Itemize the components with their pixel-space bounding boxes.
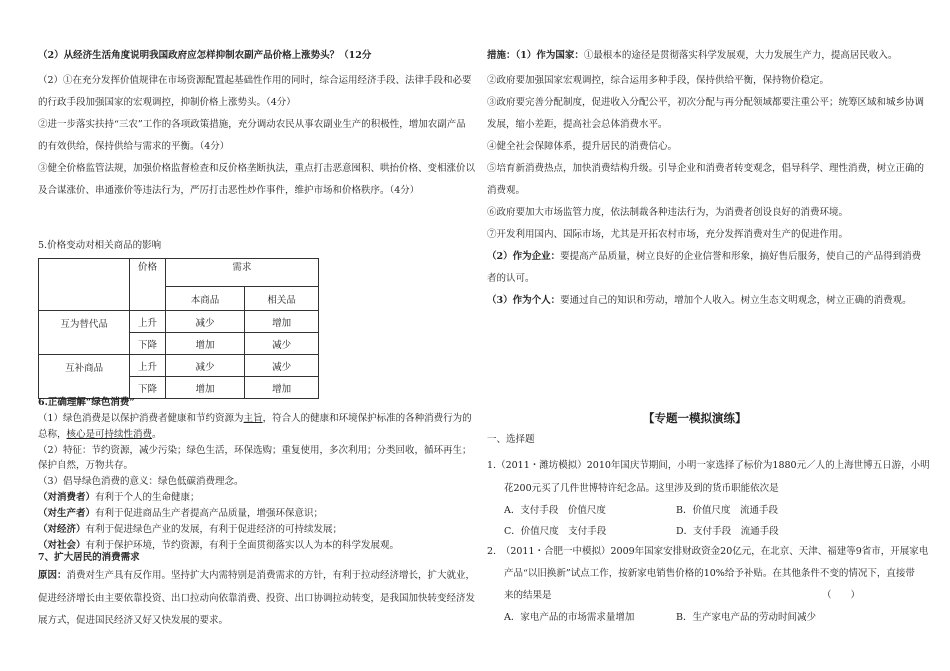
measures-enterprise: （2）作为企业：要提高产品质量，树立良好的企业信誉和形象，搞好售后服务，使自己的产品得到消费 [487,251,922,262]
complement-label: 互补商品 [39,355,130,399]
question-2-title: （2）从经济生活角度说明我国政府应怎样抑制农副产品价格上涨势头？（12分 [38,50,372,61]
answer-paren: （ ） [822,590,861,601]
price-rise-cell: 上升 [130,311,165,333]
own-goods-header: 本商品 [165,287,245,311]
section-5-title: 5.价格变动对相关商品的影响 [38,240,162,251]
answer-line: ③健全价格监管法规，加强价格监督检查和反价格垄断执法，重点打击恶意囤积、哄抬价格、变相涨价以 [38,163,476,174]
for-consumers: （对消费者）有利于个人的生命健康； [38,492,200,503]
answer-line: 及合谋涨价、串通涨价等违法行为，严厉打击恶性炒作事件，维护市场和价格秩序。（4分） [38,185,420,196]
section-7-title: 7、扩大居民的消费需求 [38,552,140,563]
table-cell: 增加 [165,377,245,399]
green-features-2: 保护自然，万物共存。 [38,460,134,471]
table-cell: 减少 [165,311,245,333]
choice-section-title: 一、选择题 [487,434,535,445]
answer-line: 的有效供给，保持供给与需求的平衡。（4分） [38,141,230,152]
substitute-label: 互为替代品 [39,311,130,355]
demand-header: 需求 [165,259,318,287]
question-1-stem-2: 花200元买了几件世博特许纪念品。这里涉及到的货币职能依次是 [504,483,779,494]
price-fall-cell: 下降 [130,333,165,355]
reason-line-3: 展方式，促进国民经济又好又快发展的要求。 [38,615,229,626]
question-2-stem-3: 来的结果是 [504,590,552,601]
related-goods-header: 相关品 [245,287,319,311]
answer-line: 的行政手段加强国家的宏观调控，抑制价格上涨势头。（4分） [38,97,296,108]
table-cell: 增加 [245,311,319,333]
table-corner-cell [39,259,130,311]
option-a: A．支付手段 价值尺度 [504,505,606,516]
answer-line: （2）①在充分发挥价值规律在市场资源配置起基础性作用的同时，综合运用经济手段、法律手段和必要 [38,75,472,86]
price-header-blank [130,287,165,311]
price-fall-cell: 下降 [130,377,165,399]
option-b: B．生产家电产品的劳动时间减少 [676,612,816,623]
measures-line: 消费观。 [487,185,526,196]
green-features-1: （2）特征：节约资源，减少污染；绿色生活，环保选购；重复使用，多次利用；分类回收，循环再生； [38,445,472,456]
table-cell: 减少 [245,355,319,377]
table-cell: 增加 [165,333,245,355]
for-economy: （对经济）有利于促进绿色产业的发展，有利于促进经济的可持续发展； [38,524,343,535]
measures-line: ④健全社会保障体系，提升居民的消费信心。 [487,141,678,152]
measures-line: ②政府要加强国家宏观调控，综合运用多种手段，保持供给平衡，保持物价稳定。 [487,75,830,86]
price-rise-cell: 上升 [130,355,165,377]
table-cell: 增加 [245,377,319,399]
measures-individual: （3）作为个人：要通过自己的知识和劳动，增加个人收入。树立生态文明观念，树立正确的消费观。 [487,295,912,306]
reason-line-2: 促进经济增长由主要依靠投资、出口拉动向依靠消费、投资、出口协调拉动转变，是我国加快转变经济发 [38,593,476,604]
question-2-stem-2: 产品“以旧换新”试点工作，按新家电销售价格的10%给予补贴。在其他条件不变的情况下，直接带 [504,568,915,579]
option-a: A．家电产品的市场需求量增加 [504,612,635,623]
green-consumption-def-2: 总称，核心是可持续性消费。 [38,429,162,440]
measures-line: 发展，缩小差距，提高社会总体消费水平。 [487,119,668,130]
option-c: C．价值尺度 支付手段 [504,526,607,537]
option-b: B．价值尺度 流通手段 [676,505,778,516]
for-society: （对社会）有利于保护环境，节约资源，有利于全面贯彻落实以人为本的科学发展观。 [38,540,400,551]
question-1-stem: 1.（2011・潍坊模拟）2010年国庆节期间，小明一家选择了标价为1880元／人的上海世博五日游，小明 [487,460,930,471]
for-producers: （对生产者）有利于促进商品生产者提高产品质量，增强环保意识； [38,508,324,519]
table-cell: 减少 [245,333,319,355]
reason-line-1: 原因：消费对生产具有反作用。坚持扩大内需特别是消费需求的方针，有利于拉动经济增长，扩大就业， [38,570,476,581]
table-cell: 减少 [165,355,245,377]
question-2-stem: 2. （2011・合肥一中模拟）2009年国家安排财政资金20亿元，在北京、天津、福建等9省市，开展家电 [487,546,929,557]
option-d: D．支付手段 流通手段 [676,526,779,537]
measures-state-1: 措施：（1）作为国家：①最根本的途径是贯彻落实科学发展观，大力发展生产力，提高居民收入。 [487,50,898,61]
answer-line: ②进一步落实扶持“三农”工作的各项政策措施，充分调动农民从事农副业生产的积极性，增加农副产品 [38,119,466,130]
measures-line: 者的认可。 [487,273,535,284]
price-header: 价格 [130,259,165,287]
section-6-title: 6.正确理解“绿色消费” [38,397,135,408]
practice-title: 【专题一模拟演练】 [643,411,747,425]
measures-line: ⑥政府要加大市场监管力度，依法制裁各种违法行为，为消费者创设良好的消费环境。 [487,207,849,218]
green-consumption-def-1: （1）绿色消费是以保护消费者健康和节约资源为主旨，符合人的健康和环境保护标准的各种消费行为的 [38,413,472,424]
price-effect-table [38,258,319,399]
measures-line: ⑤培育新消费热点，加快消费结构升级。引导企业和消费者转变观念，倡导科学、理性消费，树立正确的 [487,163,925,174]
measures-line: ③政府要完善分配制度，促进收入分配公平，初次分配与再分配领域都要注重公平；统筹区域和城乡协调 [487,97,925,108]
measures-line: ⑦开发利用国内、国际市场，尤其是开拓农村市场，充分发挥消费对生产的促进作用。 [487,229,849,240]
green-significance: （3）倡导绿色消费的意义：绿色低碳消费理念。 [38,476,244,487]
